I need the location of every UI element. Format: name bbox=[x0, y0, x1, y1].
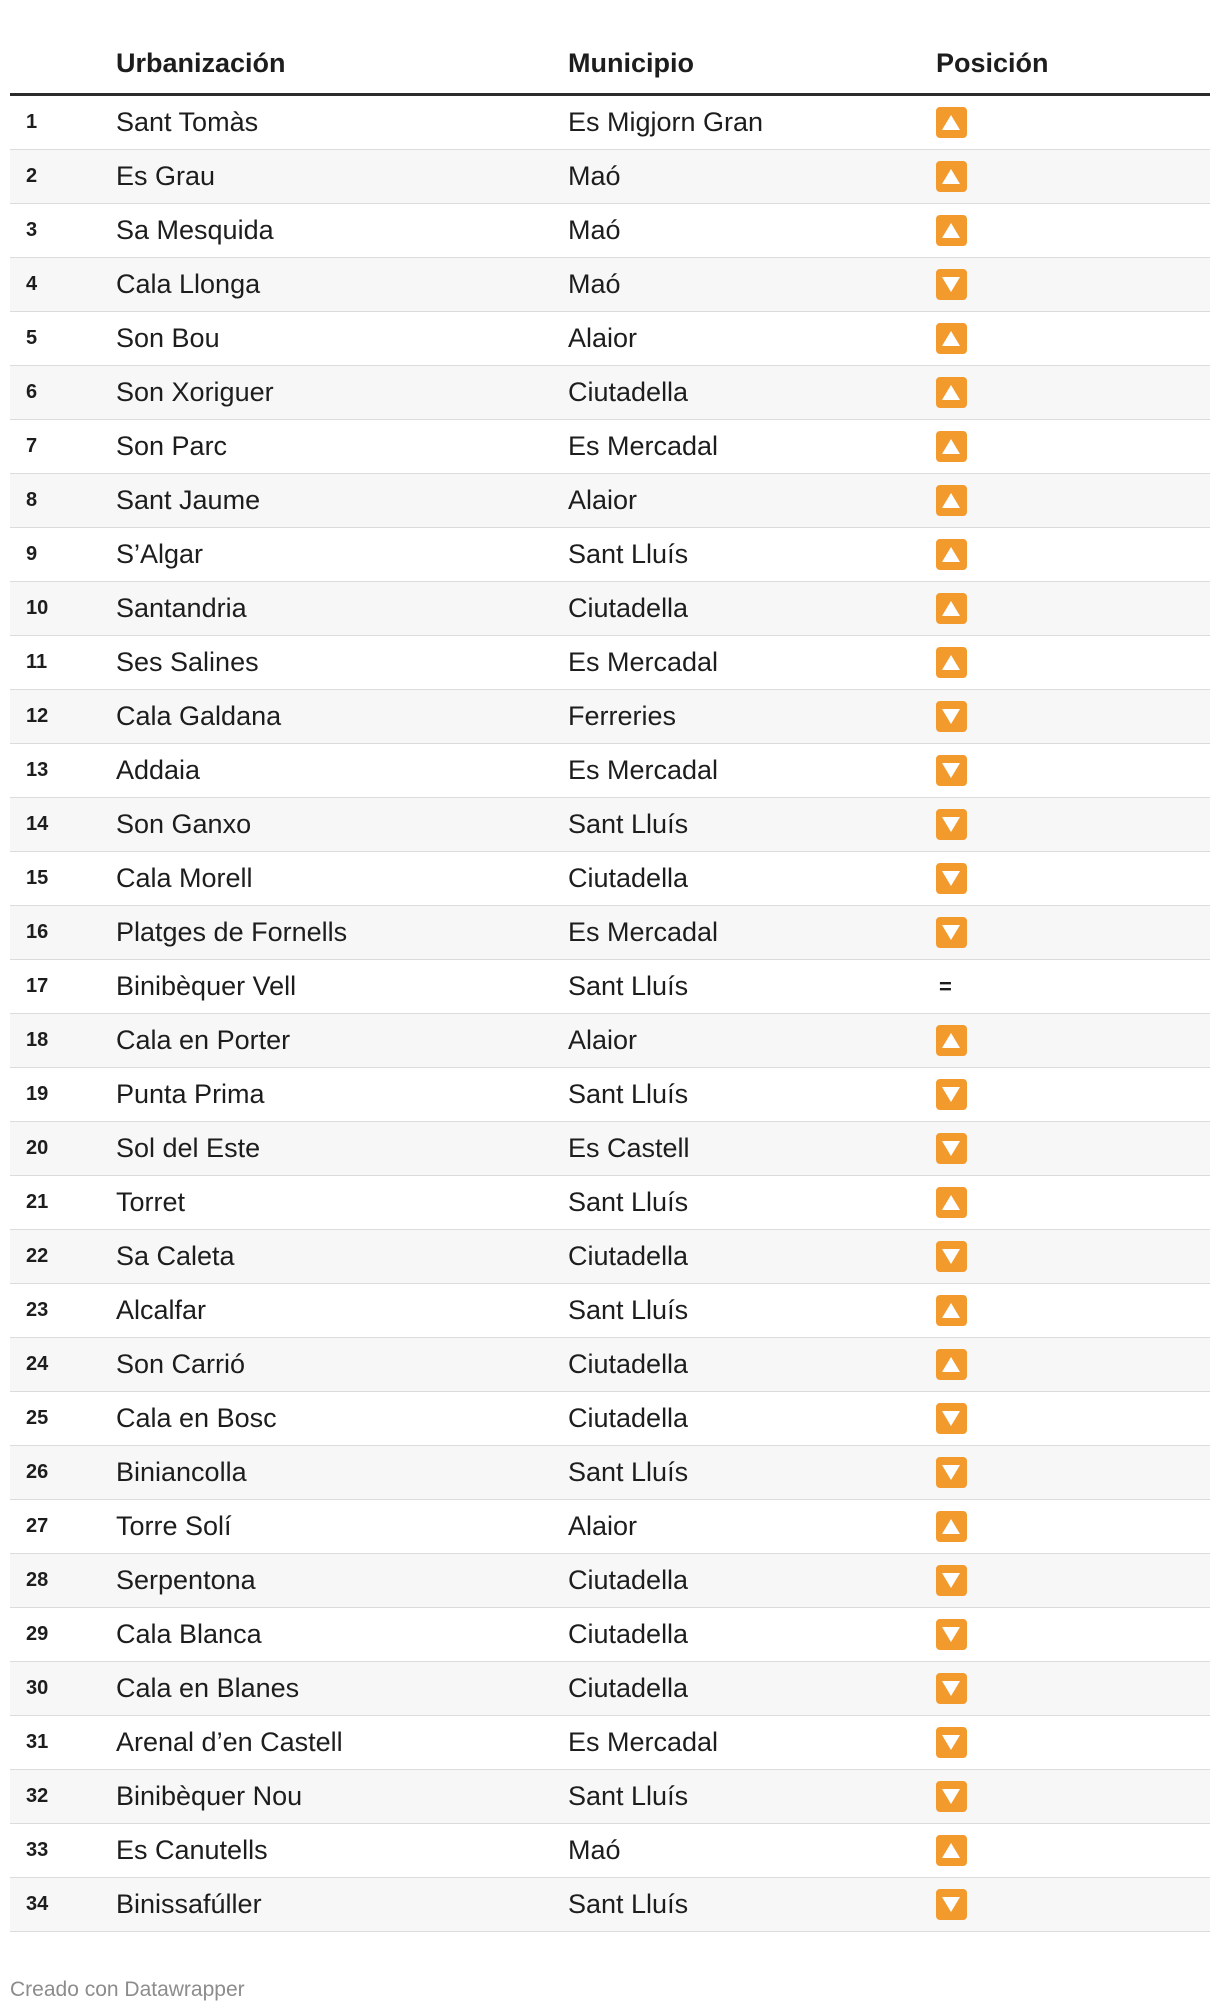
cell-posicion bbox=[936, 269, 1210, 300]
arrow-down-icon bbox=[936, 1781, 967, 1812]
cell-municipio: Ciutadella bbox=[568, 1403, 689, 1433]
row-number: 29 bbox=[26, 1623, 49, 1645]
arrow-up-icon bbox=[936, 323, 967, 354]
cell-municipio: Alaior bbox=[568, 485, 638, 515]
row-number: 9 bbox=[26, 543, 38, 565]
arrow-down-icon bbox=[936, 1241, 967, 1272]
cell-municipio: Es Mercadal bbox=[568, 1727, 719, 1757]
table-row bbox=[10, 906, 1210, 960]
equal-sign: = bbox=[939, 973, 952, 999]
cell-posicion bbox=[936, 863, 1210, 894]
table-row bbox=[10, 1554, 1210, 1608]
table-header bbox=[10, 34, 1210, 96]
cell-urbanizacion: Sant Tomàs bbox=[116, 107, 259, 137]
table-row bbox=[10, 1014, 1210, 1068]
arrow-up-icon bbox=[936, 431, 967, 462]
header-urbanizacion[interactable]: Urbanización bbox=[116, 48, 286, 78]
cell-posicion bbox=[936, 215, 1210, 246]
cell-posicion bbox=[936, 485, 1210, 516]
row-number: 5 bbox=[26, 327, 38, 349]
row-number: 13 bbox=[26, 759, 49, 781]
cell-posicion bbox=[936, 161, 1210, 192]
row-number: 21 bbox=[26, 1191, 49, 1213]
table-row bbox=[10, 1122, 1210, 1176]
table-row bbox=[10, 1770, 1210, 1824]
cell-municipio: Maó bbox=[568, 269, 621, 299]
cell-urbanizacion: Addaia bbox=[116, 755, 201, 785]
row-number: 1 bbox=[26, 111, 38, 133]
cell-urbanizacion: Santandria bbox=[116, 593, 247, 623]
row-number: 18 bbox=[26, 1029, 49, 1051]
row-number: 7 bbox=[26, 435, 38, 457]
arrow-down-icon bbox=[936, 1889, 967, 1920]
cell-posicion bbox=[936, 1241, 1210, 1272]
cell-municipio: Es Mercadal bbox=[568, 431, 719, 461]
cell-posicion bbox=[936, 917, 1210, 948]
arrow-down-icon bbox=[936, 917, 967, 948]
cell-urbanizacion: Binibèquer Nou bbox=[116, 1781, 303, 1811]
table-row bbox=[10, 366, 1210, 420]
cell-urbanizacion: Cala Blanca bbox=[116, 1619, 262, 1649]
table-row bbox=[10, 1446, 1210, 1500]
cell-municipio: Es Migjorn Gran bbox=[568, 107, 764, 137]
cell-municipio: Es Castell bbox=[568, 1133, 690, 1163]
table-row bbox=[10, 636, 1210, 690]
table-row bbox=[10, 1608, 1210, 1662]
row-number: 15 bbox=[26, 867, 49, 889]
cell-urbanizacion: Torret bbox=[116, 1187, 186, 1217]
header-posicion[interactable]: Posición bbox=[936, 48, 1049, 78]
row-number: 25 bbox=[26, 1407, 49, 1429]
cell-urbanizacion: Son Carrió bbox=[116, 1349, 246, 1379]
table-row bbox=[10, 150, 1210, 204]
cell-posicion bbox=[936, 1187, 1210, 1218]
cell-posicion bbox=[936, 1457, 1210, 1488]
table-body bbox=[10, 96, 1210, 1932]
cell-posicion bbox=[936, 539, 1210, 570]
arrow-up-icon bbox=[936, 539, 967, 570]
cell-municipio: Sant Lluís bbox=[568, 1781, 689, 1811]
row-number: 10 bbox=[26, 597, 49, 619]
cell-urbanizacion: Sant Jaume bbox=[116, 485, 261, 515]
cell-municipio: Sant Lluís bbox=[568, 1187, 689, 1217]
cell-municipio: Sant Lluís bbox=[568, 1457, 689, 1487]
cell-urbanizacion: Serpentona bbox=[116, 1565, 256, 1595]
row-number: 6 bbox=[26, 381, 38, 403]
cell-municipio: Ciutadella bbox=[568, 1673, 689, 1703]
table-row bbox=[10, 1392, 1210, 1446]
arrow-up-icon bbox=[936, 1025, 967, 1056]
datawrapper-credit[interactable]: Creado con Datawrapper bbox=[10, 1978, 245, 2001]
cell-urbanizacion: Binissafúller bbox=[116, 1889, 262, 1919]
cell-urbanizacion: Alcalfar bbox=[116, 1295, 207, 1325]
cell-posicion bbox=[936, 431, 1210, 462]
cell-posicion bbox=[936, 1295, 1210, 1326]
cell-municipio: Sant Lluís bbox=[568, 1079, 689, 1109]
cell-municipio: Ferreries bbox=[568, 701, 677, 731]
cell-urbanizacion: Cala en Blanes bbox=[116, 1673, 300, 1703]
cell-posicion bbox=[936, 377, 1210, 408]
cell-municipio: Ciutadella bbox=[568, 1349, 689, 1379]
table-row bbox=[10, 258, 1210, 312]
row-number: 20 bbox=[26, 1137, 49, 1159]
row-number: 19 bbox=[26, 1083, 49, 1105]
cell-posicion bbox=[936, 1835, 1210, 1866]
cell-posicion bbox=[936, 1727, 1210, 1758]
cell-posicion bbox=[936, 701, 1210, 732]
row-number: 22 bbox=[26, 1245, 49, 1267]
arrow-up-icon bbox=[936, 1187, 967, 1218]
row-number: 24 bbox=[26, 1353, 49, 1375]
arrow-down-icon bbox=[936, 701, 967, 732]
table-row bbox=[10, 420, 1210, 474]
arrow-up-icon bbox=[936, 377, 967, 408]
cell-municipio: Sant Lluís bbox=[568, 539, 689, 569]
cell-municipio: Ciutadella bbox=[568, 1619, 689, 1649]
cell-posicion bbox=[936, 1403, 1210, 1434]
arrow-down-icon bbox=[936, 1457, 967, 1488]
table-row bbox=[10, 1284, 1210, 1338]
row-number: 33 bbox=[26, 1839, 49, 1861]
row-number: 28 bbox=[26, 1569, 49, 1591]
row-number: 16 bbox=[26, 921, 49, 943]
table-row bbox=[10, 1824, 1210, 1878]
cell-municipio: Es Mercadal bbox=[568, 917, 719, 947]
cell-urbanizacion: Biniancolla bbox=[116, 1457, 247, 1487]
arrow-down-icon bbox=[936, 755, 967, 786]
cell-urbanizacion: Punta Prima bbox=[116, 1079, 265, 1109]
cell-municipio: Ciutadella bbox=[568, 1565, 689, 1595]
row-number: 8 bbox=[26, 489, 38, 511]
cell-urbanizacion: Cala en Porter bbox=[116, 1025, 291, 1055]
cell-urbanizacion: Son Bou bbox=[116, 323, 220, 353]
cell-posicion bbox=[936, 1025, 1210, 1056]
cell-urbanizacion: S’Algar bbox=[116, 539, 204, 569]
cell-urbanizacion: Ses Salines bbox=[116, 647, 259, 677]
arrow-down-icon bbox=[936, 1133, 967, 1164]
cell-municipio: Sant Lluís bbox=[568, 971, 689, 1001]
table-row bbox=[10, 1068, 1210, 1122]
table-row bbox=[10, 690, 1210, 744]
row-number: 11 bbox=[26, 651, 48, 673]
cell-municipio: Ciutadella bbox=[568, 863, 689, 893]
cell-urbanizacion: Sol del Este bbox=[116, 1133, 261, 1163]
table-row bbox=[10, 582, 1210, 636]
cell-urbanizacion: Son Ganxo bbox=[116, 809, 252, 839]
row-number: 27 bbox=[26, 1515, 49, 1537]
arrow-up-icon bbox=[936, 1295, 967, 1326]
cell-posicion bbox=[936, 974, 1210, 1000]
cell-posicion bbox=[936, 1565, 1210, 1596]
table-row bbox=[10, 1500, 1210, 1554]
cell-posicion bbox=[936, 755, 1210, 786]
arrow-down-icon bbox=[936, 1619, 967, 1650]
cell-municipio: Alaior bbox=[568, 1025, 638, 1055]
arrow-up-icon bbox=[936, 161, 967, 192]
table-row bbox=[10, 1176, 1210, 1230]
table-row bbox=[10, 1878, 1210, 1932]
cell-municipio: Maó bbox=[568, 161, 621, 191]
row-number: 31 bbox=[26, 1731, 49, 1753]
cell-municipio: Es Mercadal bbox=[568, 647, 719, 677]
cell-posicion bbox=[936, 1133, 1210, 1164]
table-row bbox=[10, 528, 1210, 582]
table-row bbox=[10, 798, 1210, 852]
table-row bbox=[10, 474, 1210, 528]
cell-posicion bbox=[936, 1079, 1210, 1110]
row-number: 26 bbox=[26, 1461, 49, 1483]
arrow-up-icon bbox=[936, 1511, 967, 1542]
row-number: 34 bbox=[26, 1893, 49, 1915]
ranking-table bbox=[10, 34, 1210, 1932]
row-number: 12 bbox=[26, 705, 49, 727]
arrow-down-icon bbox=[936, 863, 967, 894]
table-row bbox=[10, 1716, 1210, 1770]
cell-urbanizacion: Cala en Bosc bbox=[116, 1403, 277, 1433]
arrow-down-icon bbox=[936, 1079, 967, 1110]
row-number: 32 bbox=[26, 1785, 49, 1807]
cell-municipio: Sant Lluís bbox=[568, 1295, 689, 1325]
table-row bbox=[10, 1338, 1210, 1392]
cell-municipio: Sant Lluís bbox=[568, 809, 689, 839]
table-row bbox=[10, 1662, 1210, 1716]
row-number: 23 bbox=[26, 1299, 49, 1321]
cell-municipio: Ciutadella bbox=[568, 593, 689, 623]
row-number: 3 bbox=[26, 219, 38, 241]
table-row bbox=[10, 960, 1210, 1014]
cell-posicion bbox=[936, 593, 1210, 624]
cell-urbanizacion: Cala Galdana bbox=[116, 701, 282, 731]
row-number: 17 bbox=[26, 975, 49, 997]
cell-posicion bbox=[936, 323, 1210, 354]
cell-urbanizacion: Arenal d’en Castell bbox=[116, 1727, 343, 1757]
cell-municipio: Es Mercadal bbox=[568, 755, 719, 785]
cell-posicion bbox=[936, 647, 1210, 678]
arrow-down-icon bbox=[936, 269, 967, 300]
cell-urbanizacion: Es Grau bbox=[116, 161, 216, 191]
table-row bbox=[10, 312, 1210, 366]
table-row bbox=[10, 96, 1210, 150]
cell-posicion bbox=[936, 1619, 1210, 1650]
arrow-up-icon bbox=[936, 107, 967, 138]
arrow-down-icon bbox=[936, 1403, 967, 1434]
row-number: 2 bbox=[26, 165, 38, 187]
cell-urbanizacion: Sa Caleta bbox=[116, 1241, 235, 1271]
arrow-down-icon bbox=[936, 1565, 967, 1596]
cell-posicion bbox=[936, 107, 1210, 138]
cell-urbanizacion: Son Parc bbox=[116, 431, 228, 461]
cell-urbanizacion: Binibèquer Vell bbox=[116, 971, 297, 1001]
cell-municipio: Ciutadella bbox=[568, 1241, 689, 1271]
cell-posicion bbox=[936, 1781, 1210, 1812]
cell-municipio: Alaior bbox=[568, 1511, 638, 1541]
cell-municipio: Maó bbox=[568, 215, 621, 245]
arrow-up-icon bbox=[936, 1349, 967, 1380]
cell-urbanizacion: Son Xoriguer bbox=[116, 377, 274, 407]
table-row bbox=[10, 852, 1210, 906]
cell-urbanizacion: Torre Solí bbox=[116, 1511, 232, 1541]
row-number: 14 bbox=[26, 813, 49, 835]
table-row bbox=[10, 204, 1210, 258]
arrow-up-icon bbox=[936, 593, 967, 624]
table-row bbox=[10, 744, 1210, 798]
cell-urbanizacion: Cala Llonga bbox=[116, 269, 261, 299]
cell-urbanizacion: Es Canutells bbox=[116, 1835, 268, 1865]
cell-posicion bbox=[936, 1349, 1210, 1380]
table-row bbox=[10, 1230, 1210, 1284]
cell-posicion bbox=[936, 1511, 1210, 1542]
arrow-up-icon bbox=[936, 485, 967, 516]
arrow-up-icon bbox=[936, 1835, 967, 1866]
cell-municipio: Maó bbox=[568, 1835, 621, 1865]
cell-urbanizacion: Cala Morell bbox=[116, 863, 253, 893]
cell-municipio: Alaior bbox=[568, 323, 638, 353]
cell-posicion bbox=[936, 1889, 1210, 1920]
arrow-down-icon bbox=[936, 809, 967, 840]
arrow-down-icon bbox=[936, 1673, 967, 1704]
cell-urbanizacion: Platges de Fornells bbox=[116, 917, 348, 947]
row-number: 4 bbox=[26, 273, 38, 295]
cell-urbanizacion: Sa Mesquida bbox=[116, 215, 274, 245]
arrow-up-icon bbox=[936, 215, 967, 246]
cell-posicion bbox=[936, 1673, 1210, 1704]
arrow-up-icon bbox=[936, 647, 967, 678]
row-number: 30 bbox=[26, 1677, 49, 1699]
arrow-down-icon bbox=[936, 1727, 967, 1758]
header-municipio[interactable]: Municipio bbox=[568, 48, 694, 78]
cell-posicion bbox=[936, 809, 1210, 840]
cell-municipio: Sant Lluís bbox=[568, 1889, 689, 1919]
cell-municipio: Ciutadella bbox=[568, 377, 689, 407]
